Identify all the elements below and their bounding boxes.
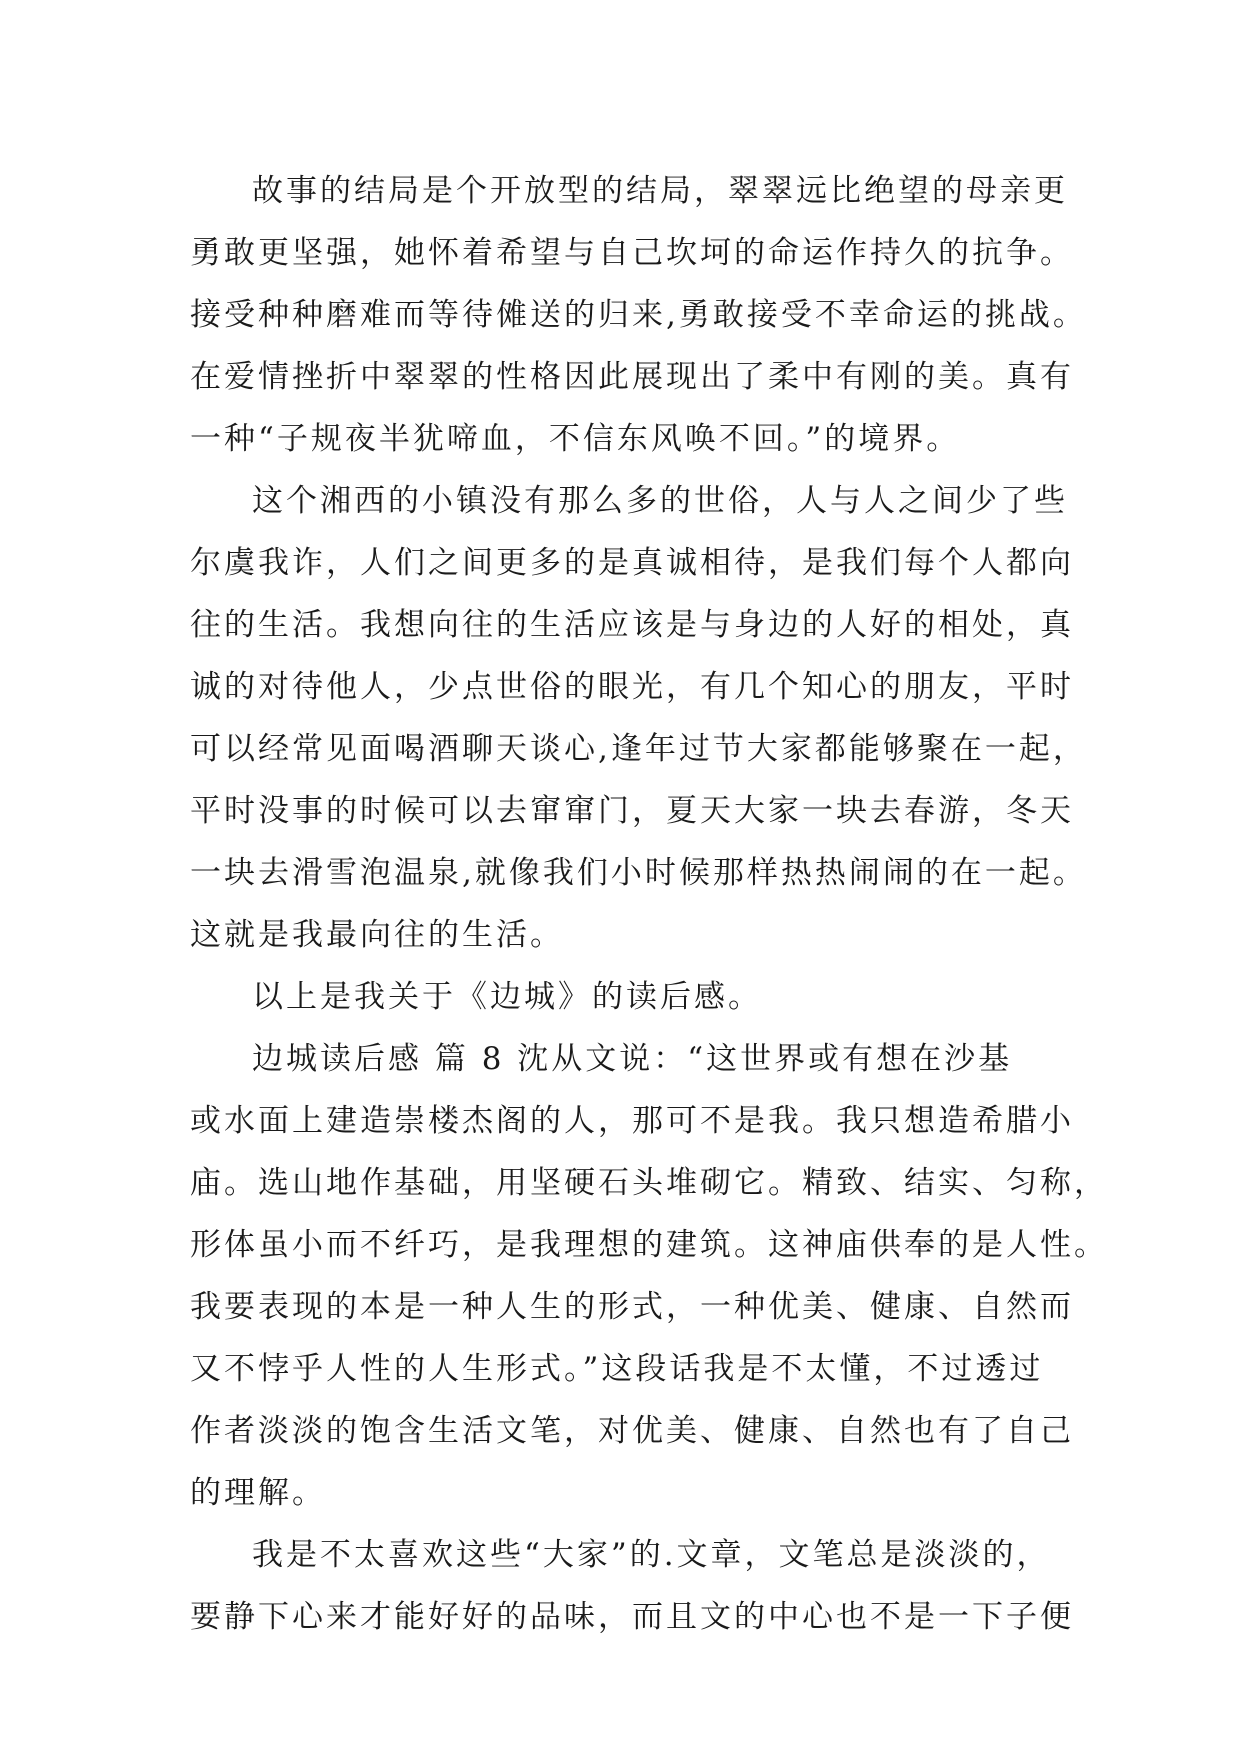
section-heading-line: 边城读后感 篇 8 沈从文说：“这世界或有想在沙基 <box>252 1041 1013 1077</box>
text-line: 勇敢更坚强，她怀着希望与自己坎坷的命运作持久的抗争。 <box>190 235 1074 271</box>
text-line: 往的生活。我想向往的生活应该是与身边的人好的相处，真 <box>190 607 1074 643</box>
text-line: 我是不太喜欢这些“大家”的.文章，文笔总是淡淡的， <box>252 1537 1051 1573</box>
text-line: 又不悖乎人性的人生形式。”这段话我是不太懂，不过透过 <box>190 1351 1044 1387</box>
text-line: 这就是我最向往的生活。 <box>190 917 564 953</box>
text-line: 在爱情挫折中翠翠的性格因此展现出了柔中有刚的美。真有 <box>190 359 1074 395</box>
text-line: 尔虞我诈，人们之间更多的是真诚相待，是我们每个人都向 <box>190 545 1074 581</box>
text-line: 我要表现的本是一种人生的形式，一种优美、健康、自然而 <box>190 1289 1074 1325</box>
document-body <box>190 160 1108 1648</box>
text-line: 的理解。 <box>190 1475 326 1511</box>
text-line: 一块去滑雪泡温泉,就像我们小时候那样热热闹闹的在一起。 <box>190 855 1087 891</box>
text-line: 作者淡淡的饱含生活文笔，对优美、健康、自然也有了自己 <box>190 1413 1074 1449</box>
text-line: 平时没事的时候可以去窜窜门，夏天大家一块去春游，冬天 <box>190 793 1074 829</box>
text-line: 诚的对待他人，少点世俗的眼光，有几个知心的朋友，平时 <box>190 669 1074 705</box>
text-line: 要静下心来才能好好的品味，而且文的中心也不是一下子便 <box>190 1599 1074 1635</box>
text-line: 或水面上建造崇楼杰阁的人，那可不是我。我只想造希腊小 <box>190 1103 1074 1139</box>
text-line: 接受种种磨难而等待傩送的归来,勇敢接受不幸命运的挑战。 <box>190 297 1087 333</box>
text-line: 庙。选山地作基础，用坚硬石头堆砌它。精致、结实、匀称， <box>190 1165 1108 1201</box>
text-line: 这个湘西的小镇没有那么多的世俗，人与人之间少了些 <box>252 483 1068 519</box>
text-line: 可以经常见面喝酒聊天谈心,逢年过节大家都能够聚在一起， <box>190 731 1087 767</box>
text-line: 一种“子规夜半犹啼血，不信东风唤不回。”的境界。 <box>190 421 961 457</box>
text-line: 故事的结局是个开放型的结局，翠翠远比绝望的母亲更 <box>252 173 1068 209</box>
text-line: 形体虽小而不纤巧，是我理想的建筑。这神庙供奉的是人性。 <box>190 1227 1108 1263</box>
text-line: 以上是我关于《边城》的读后感。 <box>252 979 762 1015</box>
